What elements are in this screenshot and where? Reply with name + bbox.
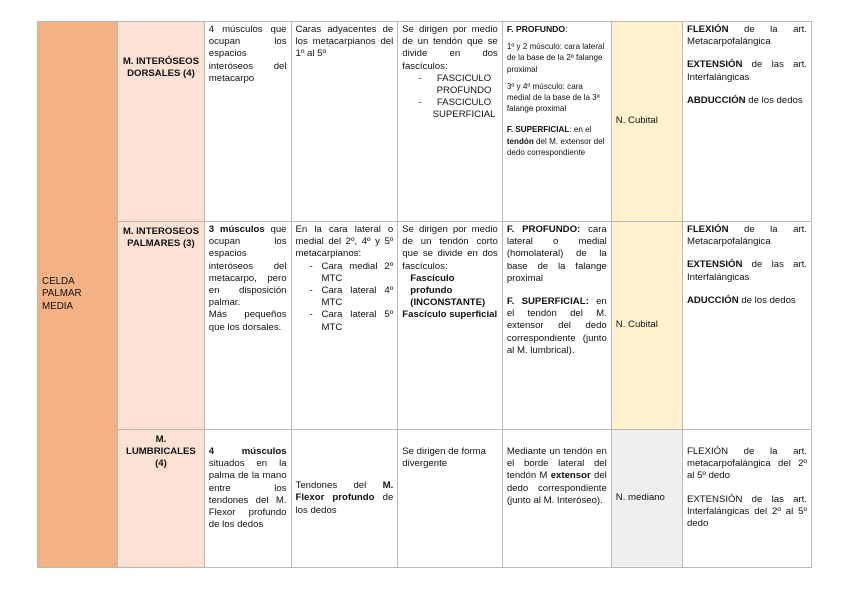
- origin-text: Caras adyacentes de los metacarpianos del 1º al 5º: [295, 24, 394, 60]
- action-text: de los dedos: [745, 94, 803, 106]
- origin-item: - Cara lateral 5º MTC: [314, 309, 394, 333]
- insertion-cell: [502, 22, 611, 222]
- course-item: - FASCICULO PROFUNDO: [422, 73, 498, 97]
- insertion-bold: extensor: [550, 470, 591, 482]
- description-bold: 4 músculos: [208, 446, 287, 457]
- insertion-sup-text: en el tendón del M. extensor del dedo correspondiente (junto al M. lumbrical).: [506, 296, 607, 356]
- muscle-name-cell: [118, 22, 205, 222]
- course-item: Fascículo profundo (INCONSTANTE): [410, 272, 486, 309]
- origin-item: - Cara medial 2º MTC: [314, 261, 394, 285]
- nerve-name: N. Cubital: [615, 115, 658, 127]
- origin-text-b: de los dedos: [295, 492, 394, 516]
- action-text: de la art. Metacarpofalángica: [686, 24, 807, 48]
- insertion-sup-text-a: : en el: [569, 125, 592, 135]
- action-text: EXTENSIÓN de las art. Interfalángicas del 2º al 5º dedo: [686, 493, 807, 530]
- insertion-text: Mediante un tendón en el borde lateral del tendón M: [506, 446, 607, 482]
- description-text-2: Más pequeños que los dorsales.: [208, 309, 287, 333]
- action-bold: EXTENSIÓN: [686, 259, 743, 271]
- muscle-name: M. INTERÓSEOS DORSALES (4): [122, 56, 200, 80]
- action-text: de la art. Metacarpofalángica: [686, 224, 807, 248]
- insertion-sup-bold: tendón: [506, 136, 534, 146]
- course-item: - FASCICULO SUPERFICIAL: [422, 97, 498, 121]
- muscle-name-cell: [118, 222, 205, 430]
- insertion-cell: [502, 222, 611, 430]
- origin-text: Tendones del: [295, 480, 383, 492]
- course-text: Se dirigen de forma divergente: [402, 446, 487, 470]
- description-text: situados en la palma de la mano entre los tendones del M. Flexor profundo de los dedos: [208, 458, 287, 531]
- action-bold: ABDUCCIÓN: [686, 94, 746, 106]
- course-cell: [398, 430, 503, 568]
- table-row: [38, 22, 812, 222]
- action-bold: EXTENSIÓN: [686, 59, 743, 71]
- action-text: de las art. Interfalángicas: [686, 259, 807, 283]
- insertion-deep-label: F. PROFUNDO: [506, 24, 566, 34]
- nerve-cell: [611, 222, 682, 430]
- insertion-deep-text: cara lateral o medial (homolateral) de la base de la falange proximal: [506, 224, 607, 284]
- origin-cell: [291, 222, 398, 430]
- action-cell: [682, 430, 811, 568]
- muscle-name-cell: [118, 430, 205, 568]
- insertion-text-b: del dedo correspondiente (junto al M. Interóseo).: [506, 470, 607, 506]
- description-cell: [204, 222, 291, 430]
- course-cell: [398, 222, 503, 430]
- origin-cell: [291, 22, 398, 222]
- insertion-deep-colon: :: [565, 24, 568, 34]
- insertion-deep-2: 3º y 4º músculo: cara medial de la base de la 3ª falange proximal: [506, 81, 600, 114]
- action-text: FLEXIÓN de la art. metacarpofalángica del 2º al 5º dedo: [686, 446, 807, 482]
- description-bold: 3 músculos: [208, 224, 265, 235]
- nerve-cell: [611, 430, 682, 568]
- action-bold: ADUCCIÓN: [686, 294, 739, 306]
- nerve-cell: [611, 22, 682, 222]
- description-cell: [204, 22, 291, 222]
- region-label: CELDA PALMAR MEDIA: [42, 275, 82, 312]
- action-cell: [682, 22, 811, 222]
- region-cell: [38, 22, 118, 568]
- muscle-name: M. LUMBRICALES (4): [126, 434, 196, 470]
- muscle-name: M. INTEROSEOS PALMARES (3): [122, 226, 200, 250]
- course-cell: [398, 22, 503, 222]
- insertion-sup-label: F. SUPERFICIAL: [506, 125, 570, 135]
- origin-bold: M. Flexor profundo: [295, 480, 394, 504]
- action-bold: FLEXIÓN: [686, 224, 729, 235]
- muscle-table: [37, 21, 812, 568]
- action-text: de los dedos: [738, 294, 796, 306]
- nerve-name: N. Cubital: [615, 319, 658, 331]
- description-text: 4 músculos que ocupan los espacios interóseos del metacarpo: [208, 24, 287, 84]
- action-cell: [682, 222, 811, 430]
- table-row: [38, 430, 812, 568]
- course-intro: Se dirigen por medio de un tendón corto que se divide en dos fascículos:: [402, 224, 498, 272]
- course-intro: Se dirigen por medio de un tendón que se divide en dos fascículos:: [402, 24, 498, 72]
- insertion-deep-label: F. PROFUNDO:: [506, 224, 581, 235]
- nerve-name: N. mediano: [615, 492, 665, 504]
- table-row: [38, 222, 812, 430]
- origin-intro: En la cara lateral o medial del 2º, 4º y 5º metacarpianos:: [295, 224, 394, 260]
- insertion-cell: [502, 430, 611, 568]
- origin-cell: [291, 430, 398, 568]
- insertion-deep-1: 1º y 2 músculo: cara lateral de la base de la 2ª falange proximal: [506, 42, 605, 74]
- action-bold: FLEXIÓN: [686, 24, 729, 35]
- description-cell: [204, 430, 291, 568]
- description-text: que ocupan los espacios interóseos del metacarpo, pero en disposición palmar.: [208, 224, 287, 309]
- origin-item: - Cara lateral 4º MTC: [314, 285, 394, 309]
- insertion-sup-label: F. SUPERFICIAL:: [506, 296, 589, 308]
- insertion-sup-text-b: del M. extensor del dedo correspondiente: [506, 136, 605, 157]
- action-text: de las art. Interfalángicas: [686, 59, 807, 83]
- course-item: Fascículo superficial: [402, 309, 498, 321]
